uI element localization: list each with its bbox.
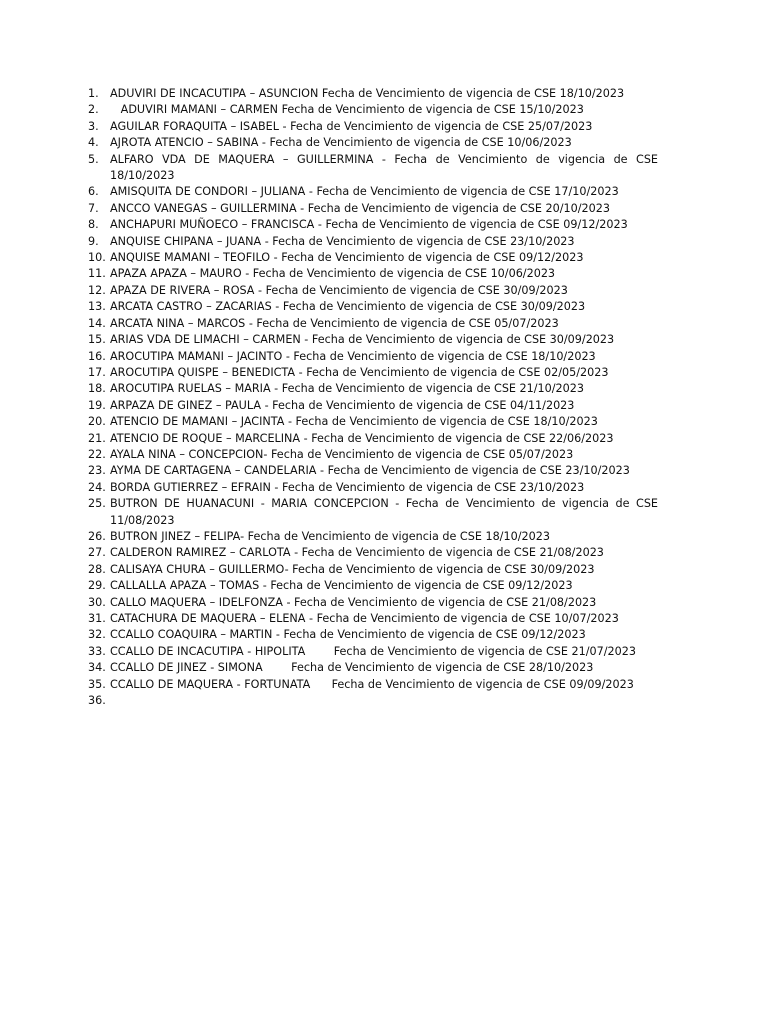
list-item-number: 27. xyxy=(88,546,106,560)
list-item xyxy=(88,266,658,282)
list-item-text: AROCUTIPA QUISPE – BENEDICTA - Fecha de Vencimiento de vigencia de CSE 02/05/2023 xyxy=(110,365,609,379)
list-item-number: 4. xyxy=(88,136,99,150)
list-item-number: 22. xyxy=(88,447,106,461)
list-item-text: APAZA APAZA – MAURO - Fecha de Vencimiento de vigencia de CSE 10/06/2023 xyxy=(110,267,556,281)
list-item xyxy=(88,381,658,397)
list-item-number: 21. xyxy=(88,431,106,445)
list-item-number: 29. xyxy=(88,579,106,593)
list-item xyxy=(88,447,658,463)
list-item-text: CCALLO DE JINEZ - SIMONA Fecha de Vencimiento de vigencia de CSE 28/10/2023 xyxy=(110,661,594,675)
list-item-number: 18. xyxy=(88,382,106,396)
list-item xyxy=(88,463,658,479)
list-item-number: 34. xyxy=(88,661,106,675)
list-item xyxy=(88,431,658,447)
list-item xyxy=(88,299,658,315)
list-item-number: 26. xyxy=(88,529,106,543)
list-item-number: 5. xyxy=(88,152,99,166)
list-item xyxy=(88,152,658,185)
list-item-number: 19. xyxy=(88,398,106,412)
list-item xyxy=(88,283,658,299)
list-item-number: 6. xyxy=(88,185,99,199)
list-item-text: BORDA GUTIERREZ – EFRAIN - Fecha de Vencimiento de vigencia de CSE 23/10/2023 xyxy=(110,480,585,494)
list-item xyxy=(88,398,658,414)
list-item-text: ARCATA NINA – MARCOS - Fecha de Vencimiento de vigencia de CSE 05/07/2023 xyxy=(110,316,559,330)
list-item xyxy=(88,644,658,660)
list-item-text: AYMA DE CARTAGENA – CANDELARIA - Fecha de Vencimiento de vigencia de CSE 23/10/2023 xyxy=(110,464,630,478)
list-item-text: ARIAS VDA DE LIMACHI – CARMEN - Fecha de Vencimiento de vigencia de CSE 30/09/2023 xyxy=(110,333,615,347)
list-item-text: ALFARO VDA DE MAQUERA – GUILLERMINA - Fecha de Vencimiento de vigencia de CSE 18/10/2023 xyxy=(110,152,658,183)
list-item-text: CALISAYA CHURA – GUILLERMO- Fecha de Vencimiento de vigencia de CSE 30/09/2023 xyxy=(110,562,595,576)
list-item-number: 2. xyxy=(88,103,99,117)
list-item-text: CALLALLA APAZA – TOMAS - Fecha de Vencimiento de vigencia de CSE 09/12/2023 xyxy=(110,579,573,593)
list-item-number: 20. xyxy=(88,415,106,429)
list-item xyxy=(88,496,658,529)
list-item-number: 35. xyxy=(88,677,106,691)
list-item xyxy=(88,627,658,643)
list-item-text: ATENCIO DE MAMANI – JACINTA - Fecha de Vencimiento de vigencia de CSE 18/10/2023 xyxy=(110,415,598,429)
list-item-text: AYALA NINA – CONCEPCION- Fecha de Vencimiento de vigencia de CSE 05/07/2023 xyxy=(110,447,574,461)
list-item xyxy=(88,365,658,381)
list-item-number: 30. xyxy=(88,595,106,609)
list-item-text: AROCUTIPA MAMANI – JACINTO - Fecha de Vencimiento de vigencia de CSE 18/10/2023 xyxy=(110,349,596,363)
list-item-text: AJROTA ATENCIO – SABINA - Fecha de Vencimiento de vigencia de CSE 10/06/2023 xyxy=(110,136,572,150)
list-item xyxy=(88,660,658,676)
list-item-text: CCALLO COAQUIRA – MARTIN - Fecha de Vencimiento de vigencia de CSE 09/12/2023 xyxy=(110,628,586,642)
list-item xyxy=(88,529,658,545)
list-item-number: 8. xyxy=(88,218,99,232)
list-item xyxy=(88,86,658,102)
list-item-number: 14. xyxy=(88,316,106,330)
list-item-text: ARCATA CASTRO – ZACARIAS - Fecha de Vencimiento de vigencia de CSE 30/09/2023 xyxy=(110,300,586,314)
list-item-number: 32. xyxy=(88,628,106,642)
list-item-text: CATACHURA DE MAQUERA – ELENA - Fecha de Vencimiento de vigencia de CSE 10/07/2023 xyxy=(110,612,619,625)
list-item-number: 31. xyxy=(88,612,106,625)
list-item-text: ARPAZA DE GINEZ – PAULA - Fecha de Vencimiento de vigencia de CSE 04/11/2023 xyxy=(110,398,575,412)
list-item-number: 15. xyxy=(88,333,106,347)
list-item-text: ADUVIRI MAMANI – CARMEN Fecha de Vencimiento de vigencia de CSE 15/10/2023 xyxy=(110,103,584,117)
list-item-number: 17. xyxy=(88,365,106,379)
list-item-text: ANQUISE CHIPANA – JUANA - Fecha de Vencimiento de vigencia de CSE 23/10/2023 xyxy=(110,234,575,248)
list-item-text: ANCCO VANEGAS – GUILLERMINA - Fecha de Vencimiento de vigencia de CSE 20/10/2023 xyxy=(110,201,611,215)
list-item xyxy=(88,480,658,496)
list-item-number: 16. xyxy=(88,349,106,363)
list-item-number: 28. xyxy=(88,562,106,576)
list-item xyxy=(88,578,658,594)
list-item-number: 36. xyxy=(88,694,106,708)
list-item-text: AMISQUITA DE CONDORI – JULIANA - Fecha de Vencimiento de vigencia de CSE 17/10/2023 xyxy=(110,185,619,199)
list-item-number: 24. xyxy=(88,480,106,494)
list-item-text: ATENCIO DE ROQUE – MARCELINA - Fecha de Vencimiento de vigencia de CSE 22/06/2023 xyxy=(110,431,614,445)
list-item-number: 11. xyxy=(88,267,106,281)
list-item-text: APAZA DE RIVERA – ROSA - Fecha de Vencimiento de vigencia de CSE 30/09/2023 xyxy=(110,283,568,297)
expiry-list xyxy=(88,86,658,709)
list-item-number: 33. xyxy=(88,644,106,658)
list-item-text: AROCUTIPA RUELAS – MARIA - Fecha de Vencimiento de vigencia de CSE 21/10/2023 xyxy=(110,382,585,396)
list-item-number: 23. xyxy=(88,464,106,478)
list-item-number: 25. xyxy=(88,497,106,511)
list-item-text: ADUVIRI DE INCACUTIPA – ASUNCION Fecha de Vencimiento de vigencia de CSE 18/10/2023 xyxy=(110,87,625,100)
list-item xyxy=(88,414,658,430)
list-item-number: 9. xyxy=(88,234,99,248)
list-item xyxy=(88,201,658,217)
list-item-text: ANCHAPURI MUÑOECO – FRANCISCA - Fecha de Vencimiento de vigencia de CSE 09/12/2023 xyxy=(110,218,628,232)
list-item xyxy=(88,316,658,332)
list-item-text: CCALLO DE MAQUERA - FORTUNATA Fecha de Vencimiento de vigencia de CSE 09/09/2023 xyxy=(110,677,634,691)
list-item-text: CCALLO DE INCACUTIPA - HIPOLITA Fecha de Vencimiento de vigencia de CSE 21/07/2023 xyxy=(110,644,636,658)
list-item xyxy=(88,135,658,151)
list-item-number: 7. xyxy=(88,201,99,215)
list-item xyxy=(88,545,658,561)
list-item xyxy=(88,119,658,135)
list-item-text: BUTRON DE HUANACUNI - MARIA CONCEPCION - Fecha de Vencimiento de vigencia de CSE 11/08/2023 xyxy=(110,497,658,527)
list-item-number: 10. xyxy=(88,251,106,265)
list-item xyxy=(88,349,658,365)
list-item xyxy=(88,595,658,611)
list-item xyxy=(88,677,658,693)
list-item xyxy=(88,217,658,233)
list-item xyxy=(88,611,658,627)
list-item xyxy=(88,234,658,250)
list-item-number: 12. xyxy=(88,283,106,297)
list-item xyxy=(88,332,658,348)
list-item xyxy=(88,693,658,709)
list-item xyxy=(88,250,658,266)
list-item-text: AGUILAR FORAQUITA – ISABEL - Fecha de Vencimiento de vigencia de CSE 25/07/2023 xyxy=(110,119,593,133)
list-item xyxy=(88,184,658,200)
list-item xyxy=(88,102,658,118)
list-item-number: 1. xyxy=(88,87,99,100)
list-item-text: CALDERON RAMIREZ – CARLOTA - Fecha de Vencimiento de vigencia de CSE 21/08/2023 xyxy=(110,546,604,560)
list-item-number: 3. xyxy=(88,119,99,133)
list-item-text: ANQUISE MAMANI – TEOFILO - Fecha de Vencimiento de vigencia de CSE 09/12/2023 xyxy=(110,251,584,265)
list-item xyxy=(88,562,658,578)
list-item-text: CALLO MAQUERA – IDELFONZA - Fecha de Vencimiento de vigencia de CSE 21/08/2023 xyxy=(110,595,597,609)
list-item-text: BUTRON JINEZ – FELIPA- Fecha de Vencimiento de vigencia de CSE 18/10/2023 xyxy=(110,529,550,543)
list-item-number: 13. xyxy=(88,300,106,314)
